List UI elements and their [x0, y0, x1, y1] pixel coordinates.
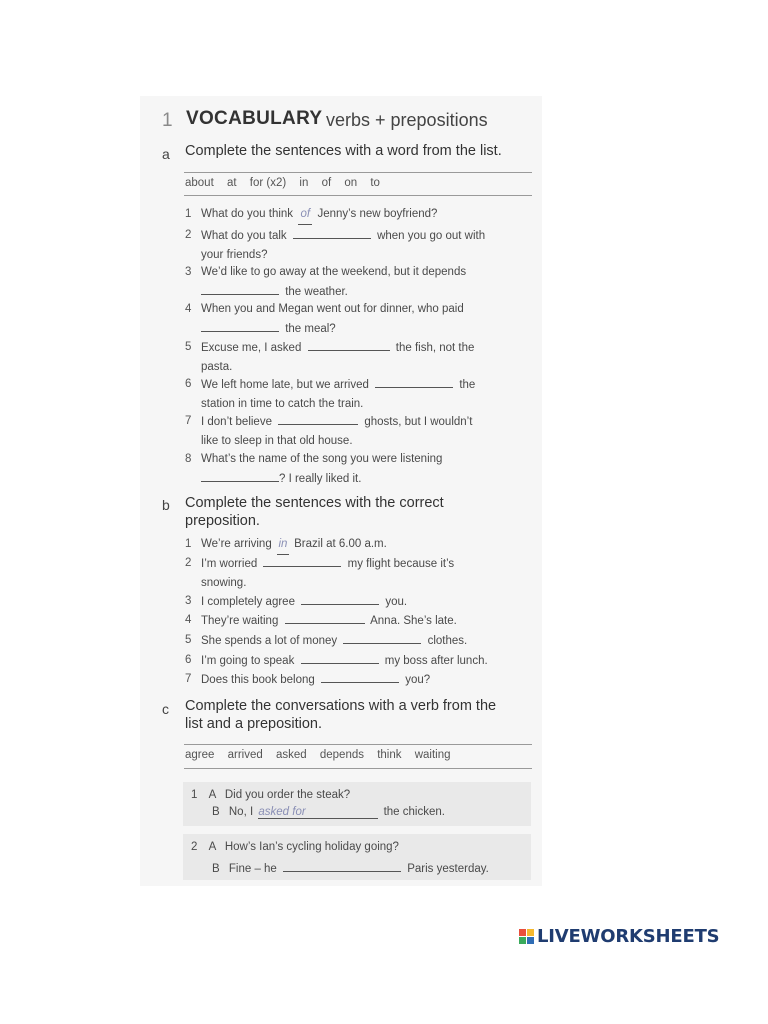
word-chip: asked [275, 749, 307, 761]
answer-blank[interactable] [301, 592, 379, 605]
question-a6: 6 We left home late, but we arrived the station in time to catch the train. [201, 375, 475, 413]
answer-blank[interactable] [308, 338, 390, 351]
divider [184, 195, 532, 196]
question-b1: 1 We’re arriving in Brazil at 6.00 a.m. [201, 535, 387, 555]
section-c-letter: c [162, 701, 169, 717]
exercise-number: 1 [162, 110, 173, 131]
question-b2: 2 I’m worried my flight because it’s snowing. [201, 554, 454, 592]
section-b-instruction: Complete the sentences with the correct preposition. [185, 495, 444, 529]
exercise-subtitle: verbs + prepositions [326, 110, 488, 130]
question-a3: 3 We’d like to go away at the weekend, but it depends the weather. [185, 266, 467, 298]
divider [184, 744, 532, 745]
question-a8: 8 What’s the name of the song you were listening ? I really liked it. [185, 453, 443, 485]
conversation-2-a: 2 A How’s Ian’s cycling holiday going? [191, 841, 399, 853]
answer-field[interactable]: of [298, 205, 312, 225]
conversation-1-a: 1 A Did you order the steak? [191, 789, 351, 801]
question-b4: 4 They’re waiting Anna. She’s late. [201, 611, 457, 631]
word-chip: of [321, 177, 332, 189]
divider [184, 768, 532, 769]
answer-blank[interactable] [375, 375, 453, 388]
answer-field[interactable]: in [277, 535, 289, 555]
question-b6: 6 I’m going to speak my boss after lunch. [201, 651, 488, 671]
answer-blank[interactable] [201, 282, 279, 295]
word-chip: in [299, 177, 309, 189]
question-b7: 7 Does this book belong you? [201, 670, 430, 690]
word-chip: at [226, 177, 237, 189]
question-a4: 4 When you and Megan went out for dinner, who paid the meal? [185, 303, 464, 335]
answer-blank[interactable] [278, 412, 358, 425]
answer-blank[interactable] [285, 611, 365, 624]
word-chip: to [370, 177, 380, 189]
answer-field[interactable]: asked for [258, 806, 378, 819]
answer-blank[interactable] [321, 670, 399, 683]
word-chip: think [377, 749, 402, 761]
divider [184, 172, 532, 173]
answer-blank[interactable] [201, 469, 279, 482]
word-chip: on [344, 177, 358, 189]
section-a-word-list [185, 177, 390, 189]
question-a5: 5 Excuse me, I asked the fish, not the pasta. [201, 338, 474, 376]
answer-blank[interactable] [201, 319, 279, 332]
section-a-letter: a [162, 146, 170, 162]
answer-blank[interactable] [343, 631, 421, 644]
answer-blank[interactable] [293, 226, 371, 239]
logo-mark-icon [519, 929, 534, 944]
word-chip: waiting [414, 749, 451, 761]
word-chip: agree [185, 749, 215, 761]
conversation-1-b: B No, I asked for the chicken. [212, 806, 445, 818]
word-chip: for (x2) [249, 177, 287, 189]
liveworksheets-logo [519, 925, 719, 947]
word-chip: arrived [227, 749, 263, 761]
answer-blank[interactable] [283, 859, 401, 872]
section-b-letter: b [162, 497, 170, 513]
question-b3: 3 I completely agree you. [201, 592, 407, 612]
section-a-instruction: Complete the sentences with a word from the list. [185, 143, 502, 159]
word-chip: about [185, 177, 214, 189]
conversation-2-b: B Fine – he Paris yesterday. [212, 859, 489, 875]
word-chip: depends [319, 749, 364, 761]
exercise-title: VOCABULARY [186, 108, 323, 129]
logo-text: LIVEWORKSHEETS [537, 925, 720, 947]
section-c-word-list [185, 749, 461, 761]
question-a2: 2 What do you talk when you go out with your friends? [201, 226, 485, 264]
question-a7: 7 I don’t believe ghosts, but I wouldn’t like to sleep in that old house. [201, 412, 472, 450]
question-b5: 5 She spends a lot of money clothes. [201, 631, 467, 651]
answer-blank[interactable] [301, 651, 379, 664]
answer-blank[interactable] [263, 554, 341, 567]
question-a1: 1 What do you think of Jenny’s new boyfriend? [201, 205, 437, 225]
section-c-instruction: Complete the conversations with a verb from the list and a preposition. [185, 698, 497, 732]
